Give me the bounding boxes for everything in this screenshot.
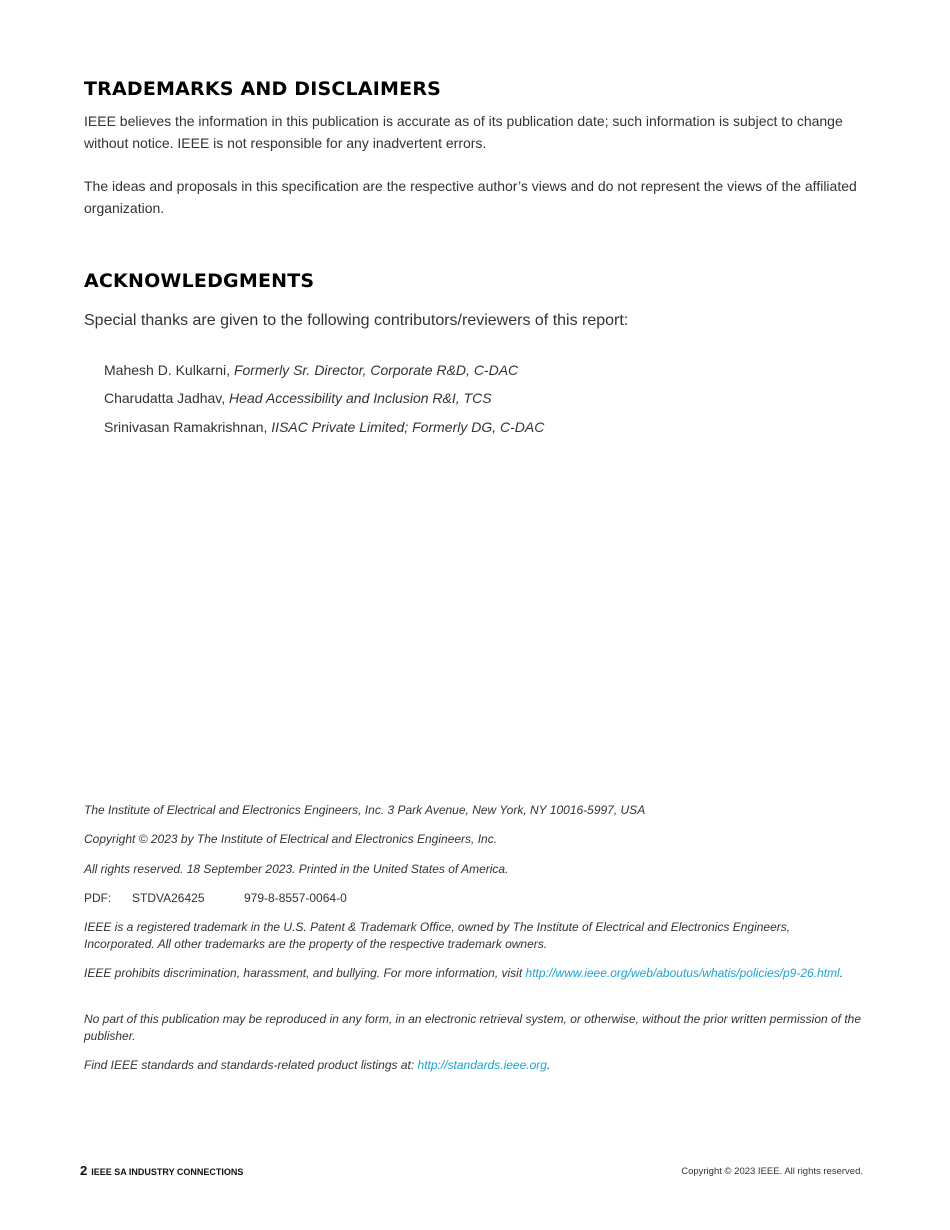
legal-copyright: Copyright © 2023 by The Institute of Electrical and Electronics Engineers, Inc.: [84, 832, 498, 846]
contributor-name: Srinivasan Ramakrishnan,: [104, 419, 272, 435]
legal-find-standards: Find IEEE standards and standards-related product listings at: http://standards.ieee.org.: [84, 1058, 551, 1072]
trademarks-paragraph-2: The ideas and proposals in this specification are the respective author’s views and do not represent the views of the affiliated organization.: [84, 178, 857, 216]
acknowledgments-heading: ACKNOWLEDGMENTS: [84, 270, 315, 292]
contributor-role: Formerly Sr. Director, Corporate R&D, C-DAC: [233, 362, 519, 378]
footer-left: [80, 1163, 243, 1178]
contributor-item: [104, 362, 518, 378]
discrimination-text: IEEE prohibits discrimination, harassment, and bullying. For more information, visit: [84, 966, 526, 980]
legal-address: The Institute of Electrical and Electronics Engineers, Inc. 3 Park Avenue, New York, NY 10016-5997, USA: [84, 803, 646, 817]
contributor-name: Mahesh D. Kulkarni,: [104, 362, 234, 378]
legal-trademark: IEEE is a registered trademark in the U.S. Patent & Trademark Office, owned by The Institute of Electrical and Electronics Engineers, Incorporated. All other trademarks are the property of the respective trademark owners.: [84, 920, 791, 951]
pdf-identifiers: [84, 891, 347, 905]
contributor-role: Head Accessibility and Inclusion R&I, TCS: [229, 390, 492, 406]
footer-copyright: Copyright © 2023 IEEE. All rights reserved.: [681, 1166, 863, 1177]
trademarks-paragraph-1: IEEE believes the information in this publication is accurate as of its publication date; such information is subject to change without notice. IEEE is not responsible for any inadvertent errors.: [84, 113, 843, 151]
find-text: Find IEEE standards and standards-related product listings at:: [84, 1058, 418, 1072]
standards-link[interactable]: http://standards.ieee.org: [417, 1058, 547, 1072]
contributor-name: Charudatta Jadhav,: [104, 390, 230, 406]
policy-link[interactable]: http://www.ieee.org/web/aboutus/whatis/policies/p9-26.html: [525, 966, 840, 980]
legal-reproduction: No part of this publication may be reproduced in any form, in an electronic retrieval system, or otherwise, without the prior written permission of the publisher.: [84, 1012, 862, 1043]
legal-discrimination: IEEE prohibits discrimination, harassment, and bullying. For more information, visit http://www.ieee.org/web/aboutus/whatis/policies/p9-26.html.: [84, 966, 844, 980]
isbn: 979-8-8557-0064-0: [244, 891, 347, 905]
trademarks-heading: TRADEMARKS AND DISCLAIMERS: [84, 78, 442, 100]
contributor-role: IISAC Private Limited; Formerly DG, C-DAC: [271, 419, 545, 435]
contributor-item: [104, 390, 492, 406]
acknowledgments-intro: Special thanks are given to the following contributors/reviewers of this report:: [84, 312, 629, 329]
contributor-item: [104, 419, 544, 435]
series-title: IEEE SA INDUSTRY CONNECTIONS: [91, 1167, 244, 1177]
pdf-label: PDF:: [84, 891, 112, 905]
pdf-code: STDVA26425: [132, 891, 205, 905]
page-number: 2: [80, 1163, 88, 1178]
legal-rights: All rights reserved. 18 September 2023. Printed in the United States of America.: [84, 862, 509, 876]
